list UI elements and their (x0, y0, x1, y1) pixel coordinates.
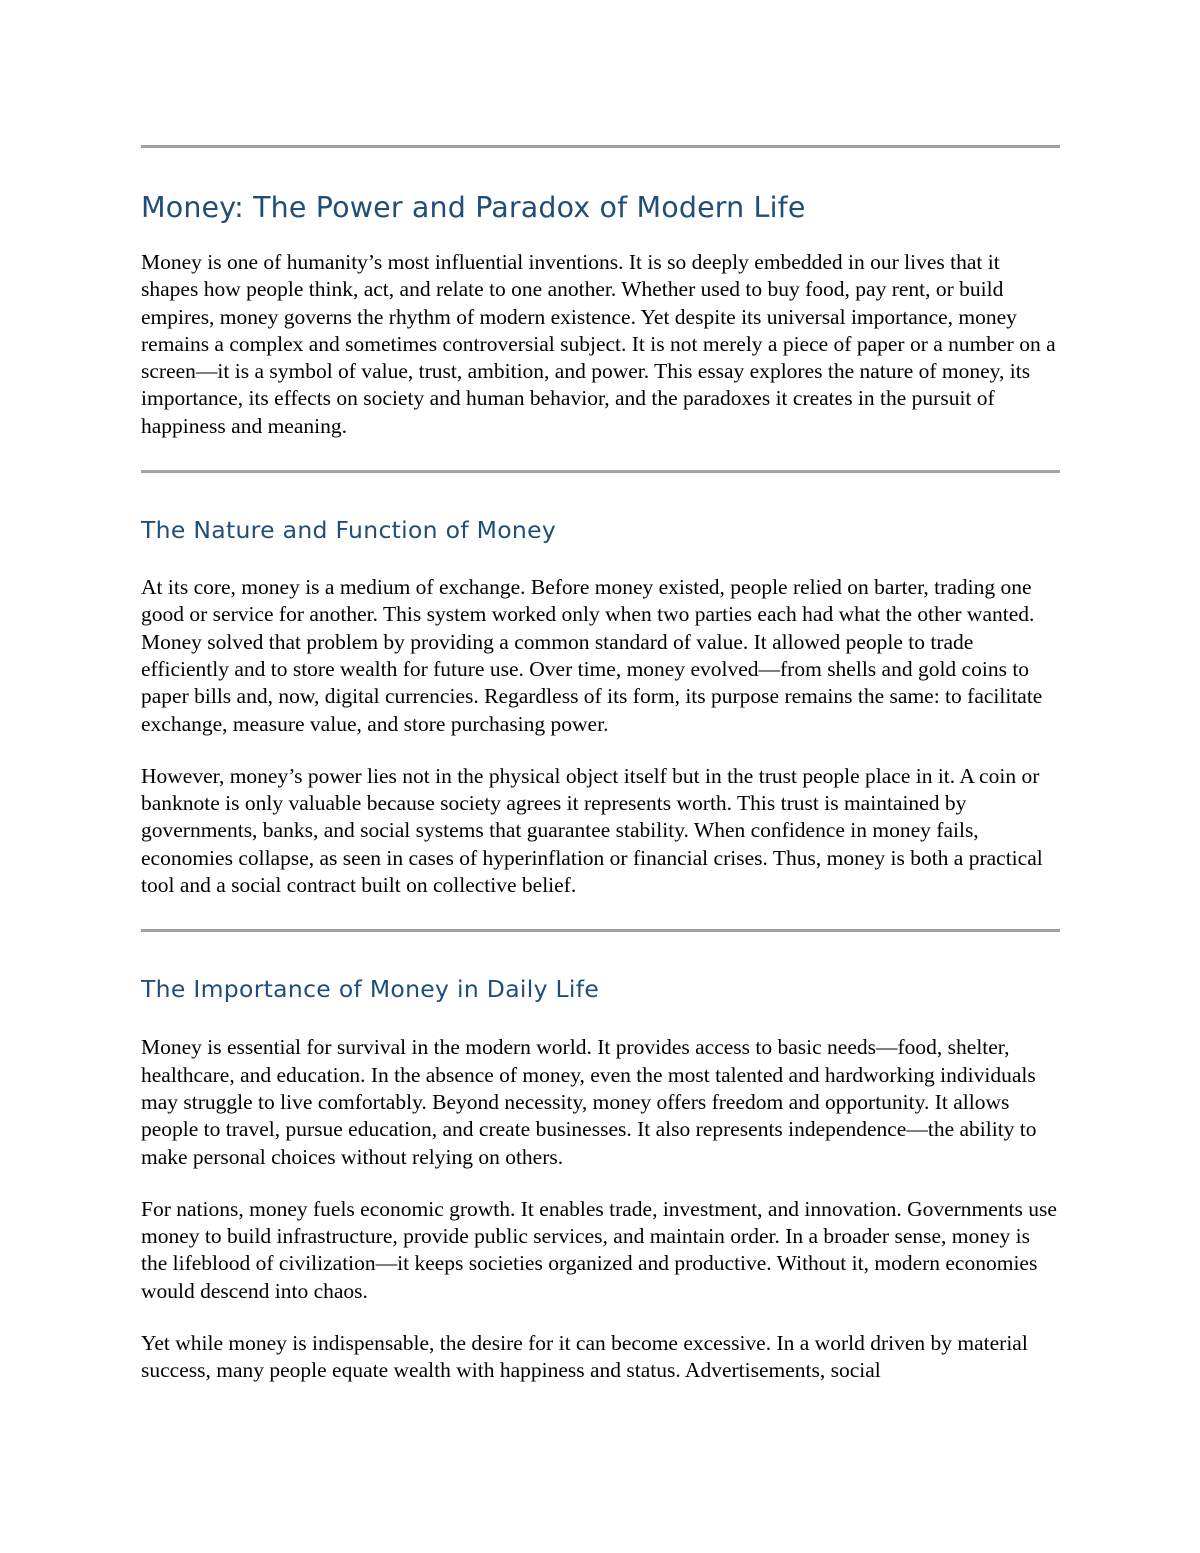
paragraph: At its core, money is a medium of exchange. Before money existed, people relied on barter, trading one good or service for another. This system worked only when two parties each had what the other wanted. Money solved that problem by providing a common standard of value. It allowed people to trade efficiently and to store wealth for future use. Over time, money evolved—from shells and gold coins to paper bills and, now, digital currencies. Regardless of its form, its purpose remains the same: to facilitate exchange, measure value, and store purchasing power. (141, 575, 1043, 736)
section-heading-importance: The Importance of Money in Daily Life (141, 975, 600, 1004)
document-page (141, 0, 1060, 1385)
horizontal-divider (141, 929, 1060, 932)
horizontal-divider (141, 470, 1060, 473)
section-heading-nature: The Nature and Function of Money (141, 516, 557, 545)
horizontal-divider (141, 145, 1060, 148)
document-title: Money: The Power and Paradox of Modern Life (141, 191, 806, 224)
paragraph: Money is essential for survival in the modern world. It provides access to basic needs—food, shelter, healthcare, and education. In the absence of money, even the most talented and hardworking individuals may struggle to live comfortably. Beyond necessity, money offers freedom and opportunity. It allows people to travel, pursue education, and create businesses. It also represents independence—the ability to make personal choices without relying on others. (141, 1035, 1037, 1169)
paragraph: For nations, money fuels economic growth. It enables trade, investment, and innovation. Governments use money to build infrastructure, provide public services, and maintain order. In a broader sense, money is the lifeblood of civilization—it keeps societies organized and productive. Without it, modern economies would descend into chaos. (141, 1196, 1057, 1303)
paragraph: Yet while money is indispensable, the desire for it can become excessive. In a world driven by material success, many people equate wealth with happiness and status. Advertisements, social (141, 1331, 1028, 1383)
intro-paragraph: Money is one of humanity’s most influential inventions. It is so deeply embedded in our lives that it shapes how people think, act, and relate to one another. Whether used to buy food, pay rent, or build empires, money governs the rhythm of modern existence. Yet despite its universal importance, money remains a complex and sometimes controversial subject. It is not merely a piece of paper or a number on a screen—it is a symbol of value, trust, ambition, and power. This essay explores the nature of money, its importance, its effects on society and human behavior, and the paradoxes it creates in the pursuit of happiness and meaning. (141, 250, 1056, 438)
paragraph: However, money’s power lies not in the physical object itself but in the trust people place in it. A coin or banknote is only valuable because society agrees it represents worth. This trust is maintained by governments, banks, and social systems that guarantee stability. When confidence in money fails, economies collapse, as seen in cases of hyperinflation or financial crises. Thus, money is both a practical tool and a social contract built on collective belief. (141, 763, 1043, 898)
